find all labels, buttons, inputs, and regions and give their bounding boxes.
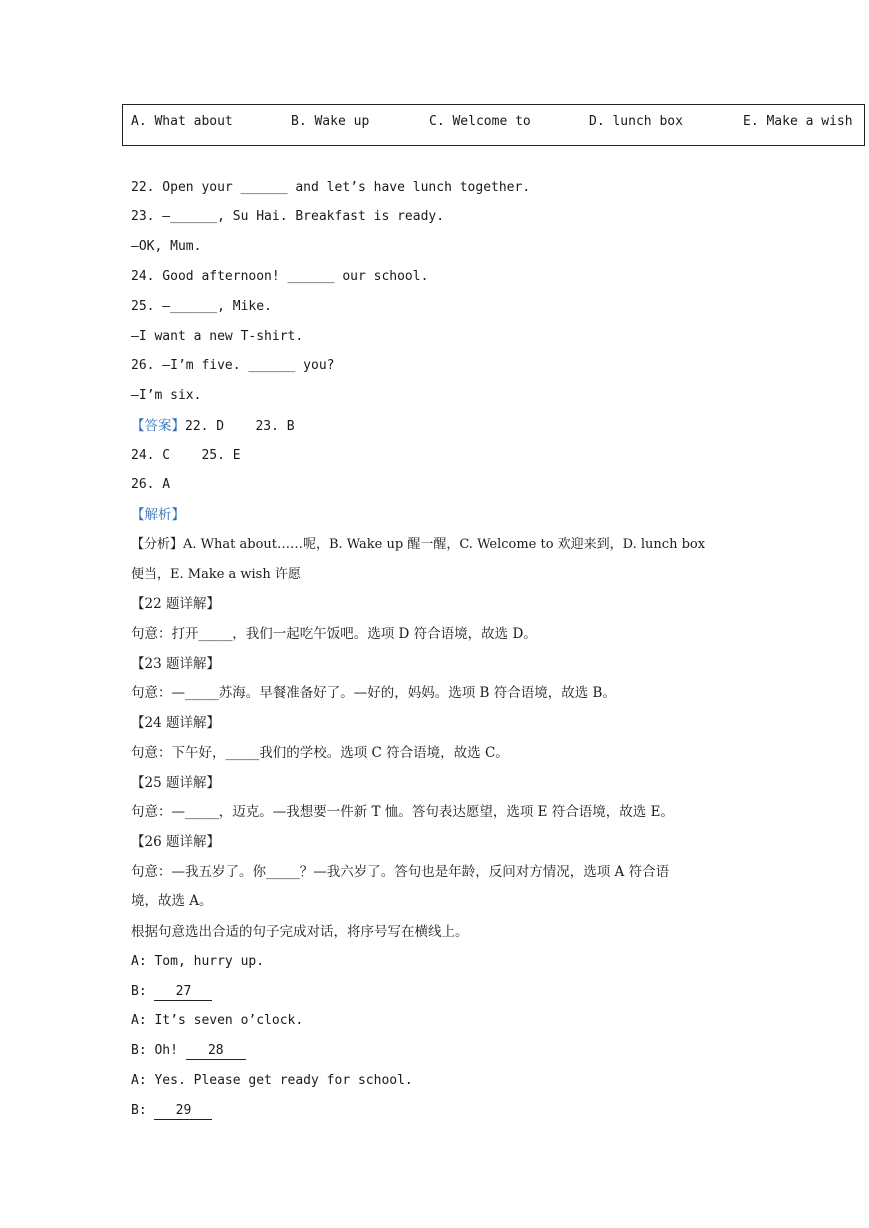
speaker-b-prefix: B: [131,1103,155,1118]
option-d: D. lunch box [589,114,683,129]
analysis-fenxi-line2: 便当，E. Make a wish 许愿 [131,567,301,582]
dialogue-line-4 [131,1041,246,1061]
answer-row-2: 24. C 25. E [131,448,241,463]
dialogue-line-1: A: Tom, hurry up. [131,954,265,969]
analysis-label: 【解析】 [131,507,185,523]
question-24: 24. Good afternoon! ______ our school. [131,269,429,284]
detail-24-title: 【24 题详解】 [131,715,220,731]
blank-28: 28 [186,1043,246,1060]
question-22: 22. Open your ______ and let’s have lunch together. [131,180,531,195]
detail-22-title: 【22 题详解】 [131,596,220,612]
blank-27: 27 [154,984,212,1001]
question-26: 26. —I’m five. ______ you? [131,358,335,373]
speaker-b-prefix: B: [131,984,155,999]
question-23: 23. —______, Su Hai. Breakfast is ready. [131,209,445,224]
dialogue-instruction: 根据句意选出合适的句子完成对话，将序号写在横线上。 [131,924,469,940]
analysis-fenxi-line1: 【分析】A. What about……呢，B. Wake up 醒一醒，C. Welcome to 欢迎来到，D. lunch box [131,537,706,552]
answer-label: 【答案】 [131,418,185,434]
answer-row-1 [131,416,295,437]
question-26-reply: —I’m six. [131,388,202,403]
question-25-reply: —I want a new T-shirt. [131,329,304,344]
detail-23-title: 【23 题详解】 [131,656,220,672]
question-25: 25. —______, Mike. [131,299,272,314]
detail-23-text: 句意：—_____苏海。早餐准备好了。—好的，妈妈。选项 B 符合语境，故选 B。 [131,685,616,701]
answer-row-3: 26. A [131,477,171,492]
detail-26-text-1: 句意：—我五岁了。你_____？—我六岁了。答句也是年龄，反问对方情况，选项 A 符合语 [131,864,670,880]
dialogue-line-2 [131,982,212,1002]
options-box [122,104,865,146]
option-b: B. Wake up [291,114,370,129]
detail-25-text: 句意：—_____，迈克。—我想要一件新 T 恤。答句表达愿望，选项 E 符合语境，故选 E。 [131,804,674,820]
detail-24-text: 句意：下午好，_____我们的学校。选项 C 符合语境，故选 C。 [131,745,509,761]
detail-26-title: 【26 题详解】 [131,834,220,850]
answer-values-1: 22. D 23. B [185,419,295,434]
detail-26-text-2: 境，故选 A。 [131,893,213,909]
dialogue-line-5: A: Yes. Please get ready for school. [131,1073,413,1088]
question-23-reply: —OK, Mum. [131,239,202,254]
dialogue-line-6 [131,1101,212,1121]
blank-29: 29 [154,1103,212,1120]
option-c: C. Welcome to [429,114,531,129]
detail-25-title: 【25 题详解】 [131,775,220,791]
option-a: A. What about [131,114,233,129]
option-e: E. Make a wish [743,114,853,129]
dialogue-line-3: A: It’s seven o’clock. [131,1013,304,1028]
speaker-b-prefix: B: Oh! [131,1043,186,1058]
detail-22-text: 句意：打开_____，我们一起吃午饭吧。选项 D 符合语境，故选 D。 [131,626,537,642]
